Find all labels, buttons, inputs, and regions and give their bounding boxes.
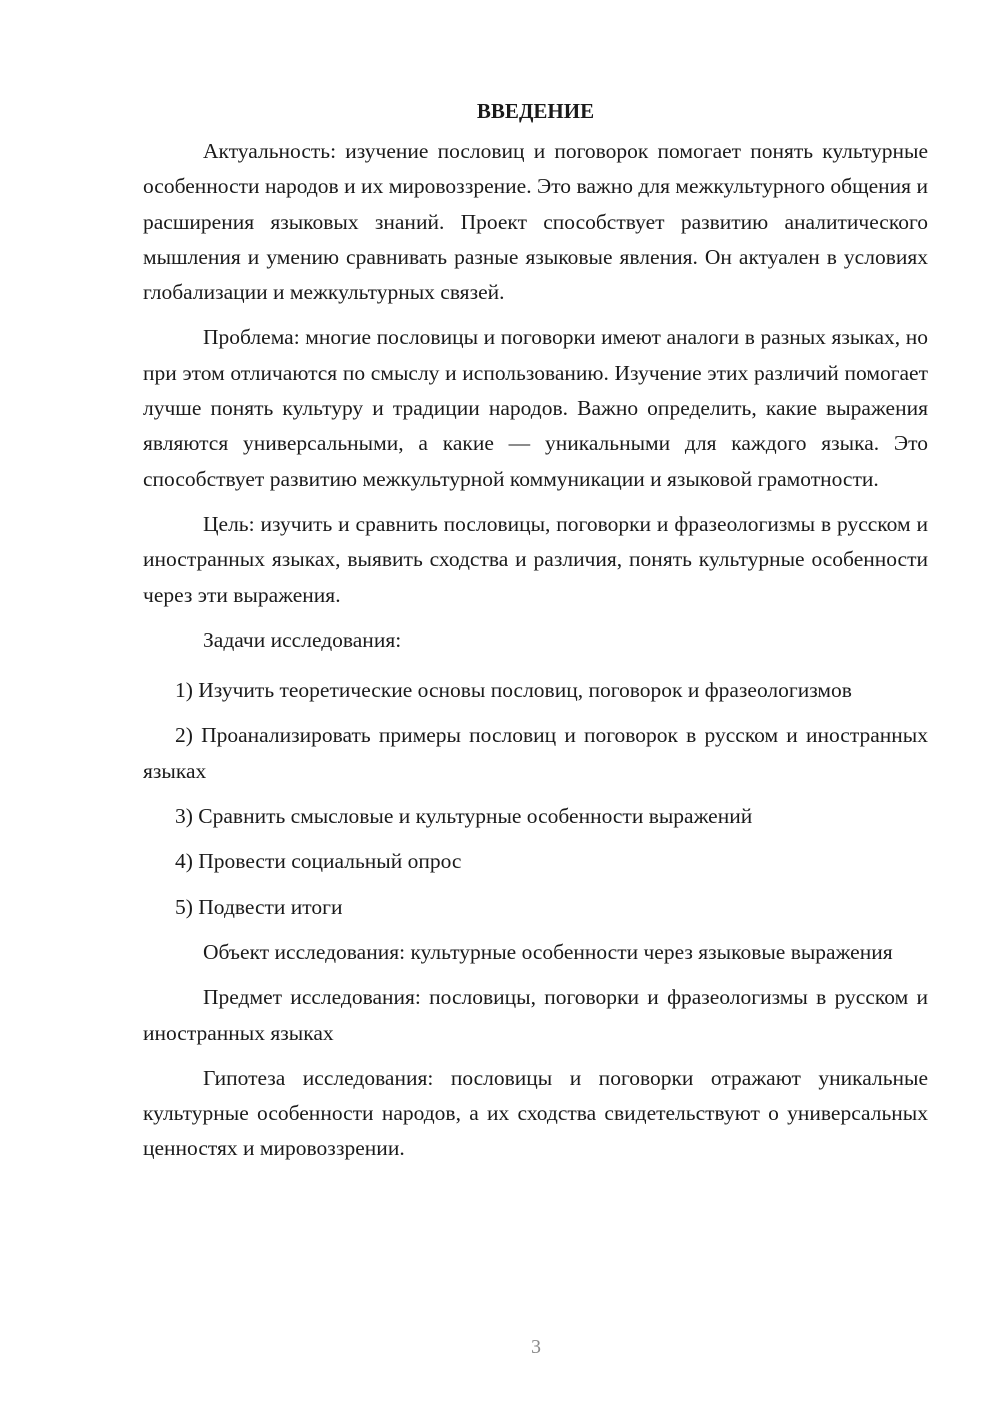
paragraph-goal: Цель: изучить и сравнить пословицы, поговорки и фразеологизмы в русском и иностранных языках, выявить сходства и различия, понять культурные особенности через эти выражения. (143, 511, 928, 607)
task-item-4: 4) Провести социальный опрос (175, 849, 462, 874)
page-number: 3 (531, 1336, 541, 1358)
task-item-1: 1) Изучить теоретические основы пословиц, поговорок и фразеологизмов (175, 678, 852, 703)
paragraph-hypothesis: Гипотеза исследования: пословицы и поговорки отражают уникальные культурные особенности народов, а их сходства свидетельствуют о универсальных ценностях и мировоззрении. (143, 1065, 928, 1161)
section-title: ВВЕДЕНИЕ (476, 99, 595, 123)
task-item-2: 2) Проанализировать примеры пословиц и поговорок в русском и иностранных языках (143, 723, 928, 783)
paragraph-object: Объект исследования: культурные особенности через языковые выражения (203, 939, 893, 964)
task-item-5: 5) Подвести итоги (175, 894, 343, 919)
paragraph-relevance: Актуальность: изучение пословиц и поговорок помогает понять культурные особенности народов и их мировоззрение. Это важно для межкультурного общения и расширения языковых знаний. Проект способствует развитию аналитического мышления и умению сравнивать разные языковые явления. Он актуален в условиях глобализации и межкультурных связей. (143, 139, 928, 305)
paragraph-problem: Проблема: многие пословицы и поговорки имеют аналоги в разных языках, но при этом отличаются по смыслу и использованию. Изучение этих различий помогает лучше понять культуру и традиции народов. Важно определить, какие выражения являются универсальными, а какие — уникальными для каждого языка. Это способствует развитию межкультурной коммуникации и языковой грамотности. (143, 325, 928, 491)
page-body (143, 94, 928, 1177)
paragraph-subject: Предмет исследования: пословицы, поговорки и фразеологизмы в русском и иностранных языках (143, 985, 928, 1045)
task-item-3: 3) Сравнить смысловые и культурные особенности выражений (175, 804, 753, 829)
tasks-heading: Задачи исследования: (203, 627, 402, 652)
